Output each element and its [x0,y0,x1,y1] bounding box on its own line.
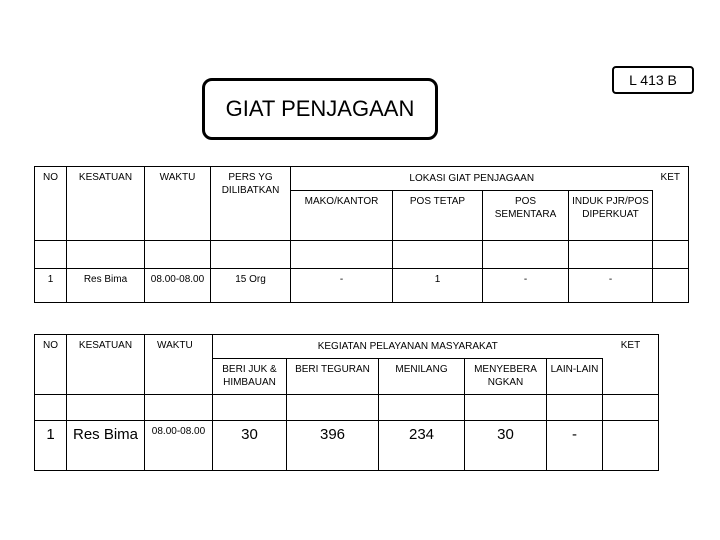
cell-no: 1 [35,269,67,303]
spacer-cell [145,395,213,421]
cell-ket [653,269,689,303]
spacer-cell [287,395,379,421]
header-beri-teguran: BERI TEGURAN [287,359,379,395]
cell-waktu: 08.00-08.00 [145,421,213,471]
cell-ket [603,421,659,471]
header-kesatuan: KESATUAN [67,167,145,241]
spacer-cell [379,395,465,421]
header-menilang: MENILANG [379,359,465,395]
spacer-cell [291,241,393,269]
spacer-cell [145,241,211,269]
header-kesatuan: KESATUAN [67,335,145,395]
spacer-cell [35,241,67,269]
header-induk: INDUK PJR/POS DIPERKUAT [569,191,653,241]
cell-kesatuan: Res Bima [67,421,145,471]
header-pers: PERS YG DILIBATKAN [211,167,291,241]
spacer-cell [213,395,287,421]
table-row [35,269,689,303]
spacer-cell [569,241,653,269]
header-waktu: WAKTU [145,167,211,241]
header-pos-tetap: POS TETAP [393,191,483,241]
header-ket: KET [603,335,659,395]
spacer-cell [67,395,145,421]
cell-beri-juk: 30 [213,421,287,471]
spacer-cell [547,395,603,421]
header-beri-juk: BERI JUK & HIMBAUAN [213,359,287,395]
cell-kesatuan: Res Bima [67,269,145,303]
document-code: L 413 B [629,72,677,88]
document-code-box [612,66,694,94]
header-mako: MAKO/KANTOR [291,191,393,241]
header-ket: KET [653,167,689,241]
cell-lain: - [547,421,603,471]
cell-no: 1 [35,421,67,471]
header-kegiatan: KEGIATAN PELAYANAN MASYARAKAT [213,335,603,359]
header-lokasi: LOKASI GIAT PENJAGAAN [291,167,653,191]
title-box [202,78,438,140]
guard-activity-table [34,166,689,303]
header-no: NO [35,167,67,241]
spacer-cell [67,241,145,269]
spacer-cell [483,241,569,269]
spacer-cell [653,241,689,269]
cell-mako: - [291,269,393,303]
spacer-cell [603,395,659,421]
cell-menilang: 234 [379,421,465,471]
cell-pers: 15 Org [211,269,291,303]
cell-pos-tetap: 1 [393,269,483,303]
page-title: GIAT PENJAGAAN [225,96,415,121]
cell-menyebera: 30 [465,421,547,471]
header-menyebera: MENYEBERA NGKAN [465,359,547,395]
cell-induk: - [569,269,653,303]
cell-waktu: 08.00-08.00 [145,269,211,303]
spacer-cell [465,395,547,421]
cell-beri-teguran: 396 [287,421,379,471]
header-no: NO [35,335,67,395]
header-waktu: WAKTU [145,335,213,395]
table-row [35,421,659,471]
spacer-cell [35,395,67,421]
public-service-table [34,334,659,471]
header-lain: LAIN-LAIN [547,359,603,395]
spacer-cell [393,241,483,269]
cell-pos-sementara: - [483,269,569,303]
header-pos-sementara: POS SEMENTARA [483,191,569,241]
spacer-cell [211,241,291,269]
